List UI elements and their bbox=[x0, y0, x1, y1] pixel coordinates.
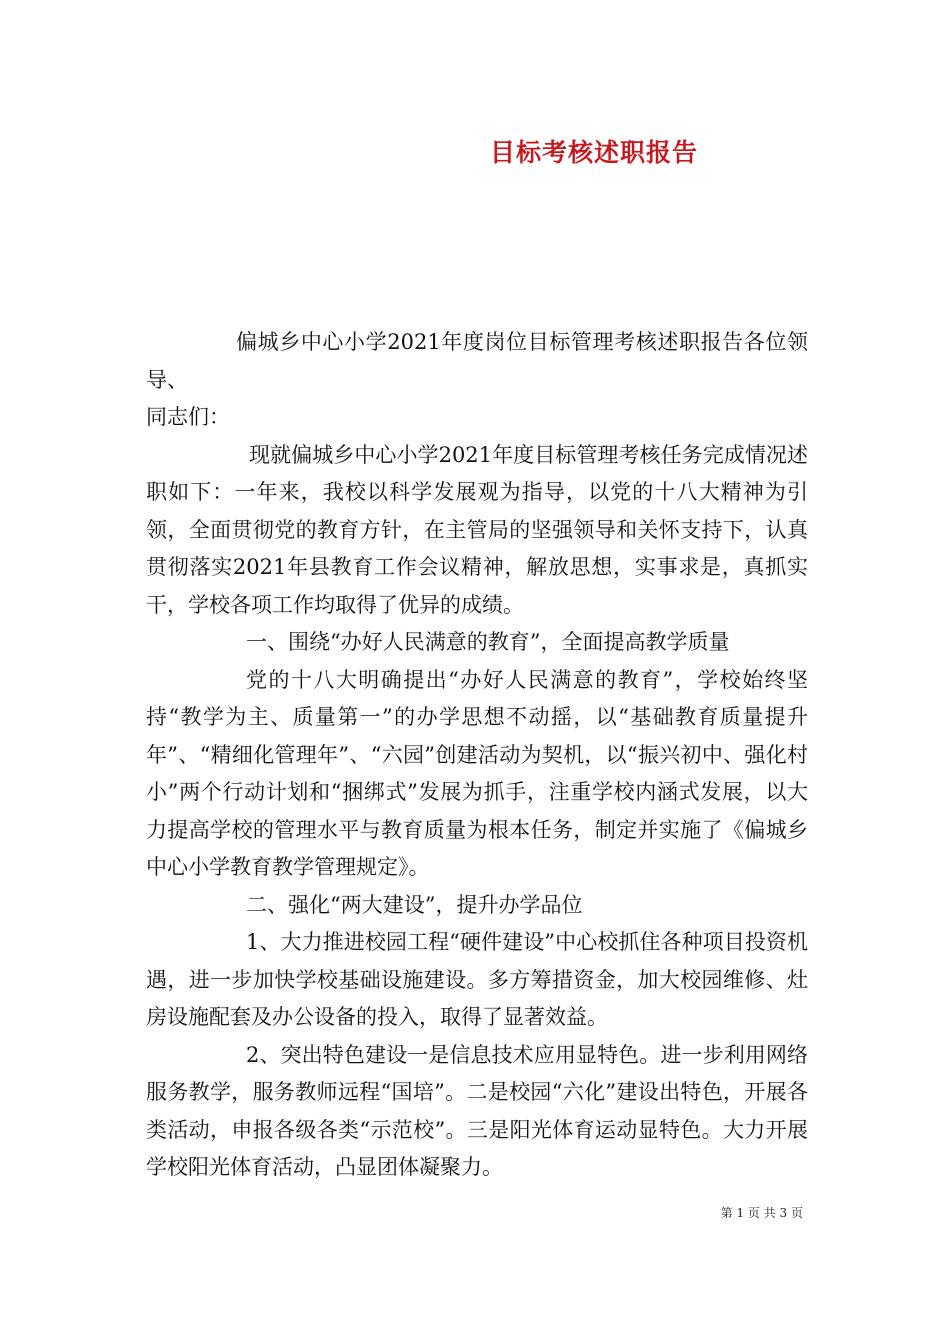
paragraph-section-1: 党的十八大明确提出“办好人民满意的教育”，学校始终坚持“教学为主、质量第一”的办学思想不动摇，以“基础教育质量提升年”、“精细化管理年”、“六园”创建活动为契机，以“振兴初中、强化村小”两个行动计划和“捆绑式”发展为抓手，注重学校内涵式发展，以大力提高学校的管理水平与教育质量为根本任务，制定并实施了《偏城乡中心小学教育教学管理规定》。 bbox=[146, 667, 808, 879]
paragraph-intro: 偏城乡中心小学2021年度岗位目标管理考核述职报告各位领导、 bbox=[146, 330, 808, 392]
paragraph-summary: 现就偏城乡中心小学2021年度目标管理考核任务完成情况述职如下：一年来，我校以科学发展观为指导，以党的十八大精神为引领，全面贯彻党的教育方针，在主管局的坚强领导和关怀支持下，认真贯彻落实2021年县教育工作会议精神，解放思想，实事求是，真抓实干，学校各项工作均取得了优异的成绩。 bbox=[146, 442, 808, 617]
document-title: 目标考核述职报告 bbox=[490, 138, 699, 167]
page-number-footer: 第 1 页 共 3 页 bbox=[720, 1206, 803, 1220]
paragraph-greeting: 同志们： bbox=[146, 405, 230, 429]
section-heading-1: 一、围绕“办好人民满意的教育”，全面提高教学质量 bbox=[246, 630, 730, 654]
paragraph-item-2: 2、突出特色建设一是信息技术应用显特色。进一步利用网络服务教学，服务教师远程“国培”。二是校园“六化”建设出特色，开展各类活动，申报各级各类“示范校”。三是阳光体育运动显特色。大力开展学校阳光体育活动，凸显团体凝聚力。 bbox=[146, 1042, 808, 1179]
section-heading-2: 二、强化“两大建设”，提升办学品位 bbox=[246, 892, 583, 917]
document-body bbox=[146, 324, 808, 1187]
paragraph-item-1: 1、大力推进校园工程“硬件建设”中心校抓住各种项目投资机遇，进一步加快学校基础设施建设。多方筹措资金，加大校园维修、灶房设施配套及办公设备的投入，取得了显著效益。 bbox=[146, 930, 808, 1029]
